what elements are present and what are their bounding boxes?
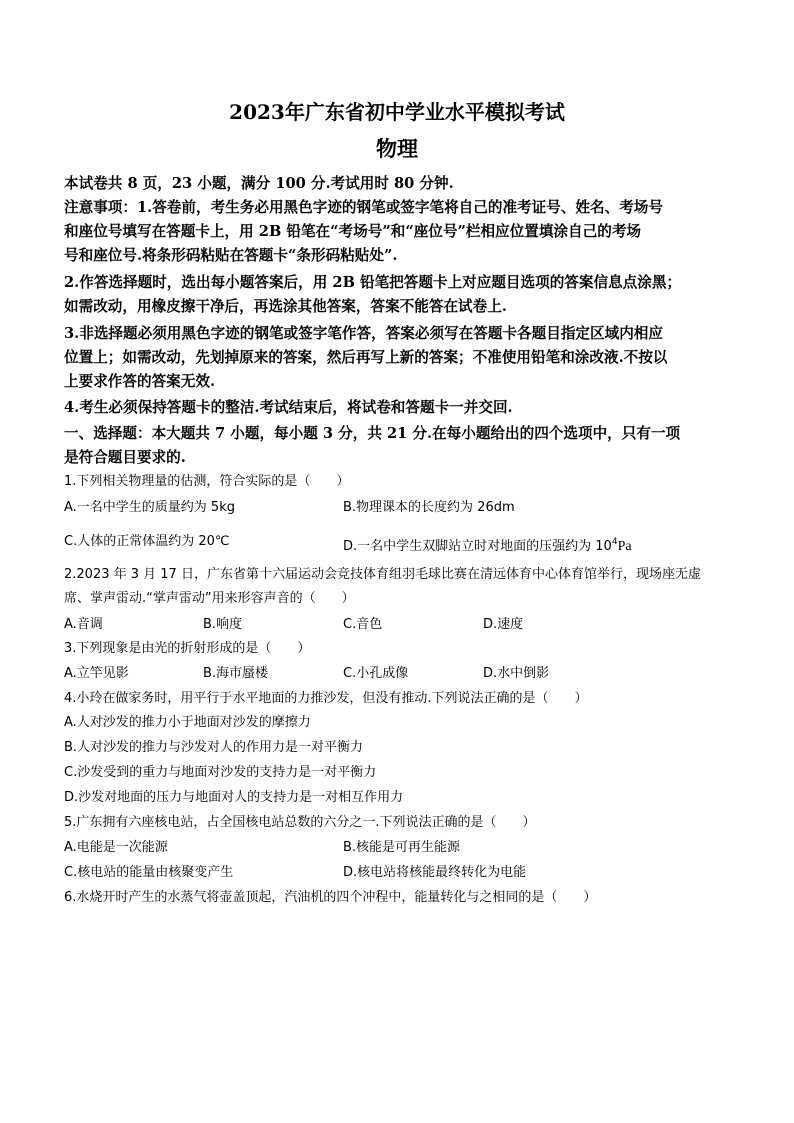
- question-5-option-b: B.核能是可再生能源: [343, 840, 461, 855]
- question-4-option-b: B.人对沙发的推力与沙发对人的作用力是一对平衡力: [64, 740, 364, 755]
- question-3-stem: 3.下列现象是由光的折射形成的是（ ）: [64, 641, 311, 656]
- note-2-line-1: 2.作答选择题时，选出每小题答案后，用 2B 铅笔把答题卡上对应题目选项的答案信息点涂黑；: [64, 274, 682, 291]
- note-4: 4.考生必须保持答题卡的整洁.考试结束后，将试卷和答题卡一并交回.: [64, 399, 513, 416]
- question-5-option-d: D.核电站将核能最终转化为电能: [343, 865, 527, 880]
- note-1-line-1: 注意事项：1.答卷前，考生务必用黑色字迹的钢笔或签字笔将自己的准考证号、姓名、考场号: [64, 199, 663, 216]
- question-6-stem: 6.水烧开时产生的水蒸气将壶盖顶起，汽油机的四个冲程中，能量转化与之相同的是（ ）: [64, 890, 597, 905]
- section-heading-line-1: 一、选择题：本大题共 7 小题，每小题 3 分，共 21 分.在每小题给出的四个选项中，只有一项: [64, 425, 681, 442]
- subject-title: 物理: [376, 136, 418, 161]
- note-1-line-3: 号和座位号.将条形码粘贴在答题卡“条形码粘贴处”.: [64, 247, 398, 264]
- exam-title: 2023年广东省初中学业水平模拟考试: [229, 100, 565, 124]
- question-1-option-d-exponent: 4: [611, 537, 618, 547]
- question-2-stem-line-1: 2.2023 年 3 月 17 日，广东省第十六届运动会竞技体育组羽毛球比赛在清远体育中心体育馆举行，现场座无虚: [64, 567, 701, 582]
- question-2-option-c: C.音色: [343, 617, 383, 632]
- question-5-stem: 5.广东拥有六座核电站，占全国核电站总数的六分之一.下列说法正确的是（ ）: [64, 815, 536, 830]
- question-1-option-a: A.一名中学生的质量约为 5kg: [64, 500, 235, 515]
- question-4-option-c: C.沙发受到的重力与地面对沙发的支持力是一对平衡力: [64, 765, 377, 780]
- question-2-option-d: D.速度: [483, 617, 524, 632]
- question-5-option-a: A.电能是一次能源: [64, 840, 168, 855]
- note-3-line-1: 3.非选择题必须用黑色字迹的钢笔或签字笔作答，答案必须写在答题卡各题目指定区域内相应: [64, 325, 663, 342]
- question-1-option-c: C.人体的正常体温约为 20℃: [64, 534, 230, 549]
- note-2-line-2: 如需改动，用橡皮擦干净后，再选涂其他答案，答案不能答在试卷上.: [64, 298, 507, 315]
- question-4-option-a: A.人对沙发的推力小于地面对沙发的摩擦力: [64, 715, 311, 730]
- note-3-line-2: 位置上；如需改动，先划掉原来的答案，然后再写上新的答案；不准使用铅笔和涂改液.不按以: [64, 349, 668, 366]
- question-3-option-a: A.立竿见影: [64, 666, 129, 681]
- question-2-option-a: A.音调: [64, 617, 103, 632]
- question-3-option-c: C.小孔成像: [343, 666, 409, 681]
- question-1-option-d: [343, 533, 632, 556]
- question-5-option-c: C.核电站的能量由核聚变产生: [64, 865, 234, 880]
- question-4-option-d: D.沙发对地面的压力与地面对人的支持力是一对相互作用力: [64, 790, 404, 805]
- question-1-stem: 1.下列相关物理量的估测，符合实际的是（ ）: [64, 474, 350, 489]
- note-1-line-2: 和座位号填写在答题卡上，用 2B 铅笔在“考场号”和“座位号”栏相应位置填涂自己的考场: [64, 223, 642, 240]
- question-2-stem-line-2: 席、掌声雷动.“掌声雷动”用来形容声音的（ ）: [64, 591, 355, 606]
- question-2-option-b: B.响度: [203, 617, 243, 632]
- question-3-option-b: B.海市蜃楼: [203, 666, 269, 681]
- note-3-line-3: 上要求作答的答案无效.: [64, 373, 216, 390]
- question-4-stem: 4.小玲在做家务时，用平行于水平地面的力推沙发，但没有推动.下列说法正确的是（ ）: [64, 691, 588, 706]
- question-3-option-d: D.水中倒影: [483, 666, 550, 681]
- exam-intro: 本试卷共 8 页，23 小题，满分 100 分.考试用时 80 分钟.: [64, 175, 454, 192]
- question-1-option-d-unit: Pa: [617, 539, 632, 554]
- question-1-option-b: B.物理课本的长度约为 26dm: [343, 500, 515, 515]
- section-heading-line-2: 是符合题目要求的.: [64, 449, 186, 466]
- question-1-option-d-text: D.一名中学生双脚站立时对地面的压强约为 10: [343, 539, 612, 554]
